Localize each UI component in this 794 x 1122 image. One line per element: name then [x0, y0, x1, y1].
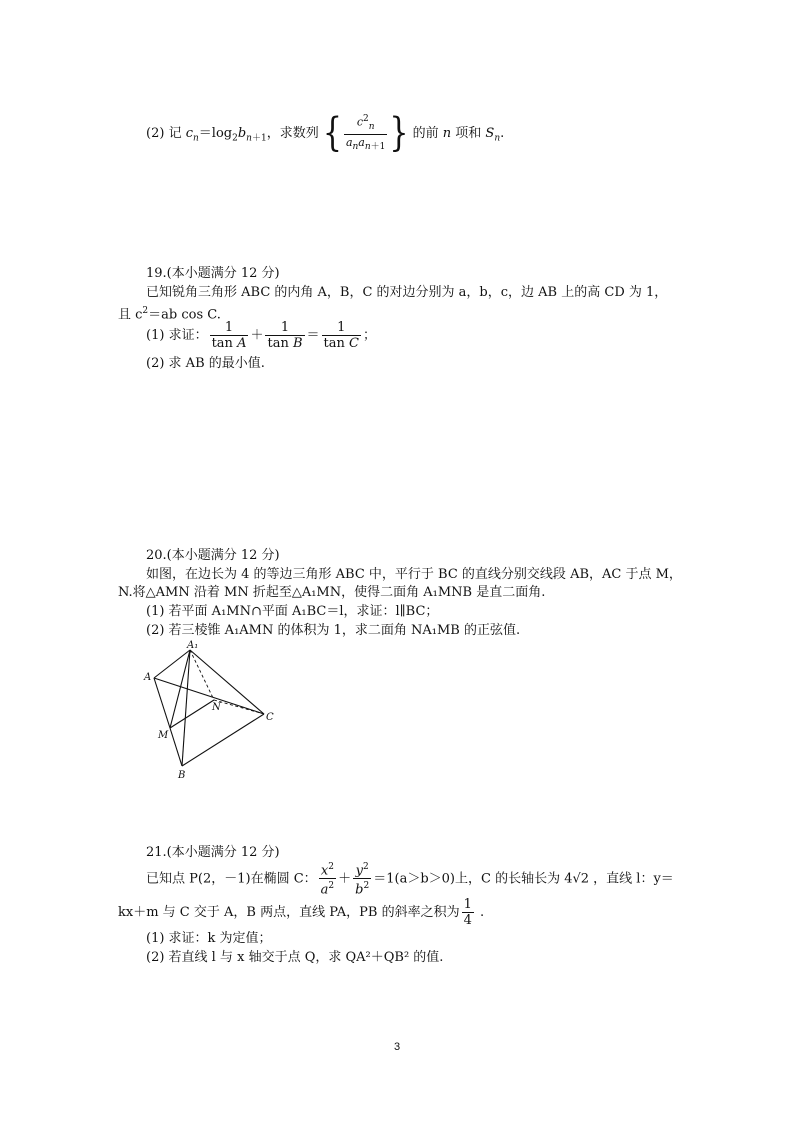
left-brace: {	[322, 110, 342, 156]
q18-part2-post2: 项和	[451, 126, 486, 142]
q21-line1-mid: ＝1(a＞b＞0)上，C 的长轴长为 4√2 ，直线 l：y＝	[373, 871, 674, 887]
frac-y2-b2: $\frac{y^2}{b^2}$	[355, 862, 370, 898]
q21-line2	[118, 896, 484, 930]
frac-x2-a2: $\frac{x^2}{a^2}$	[320, 862, 335, 898]
q20-pyramid-figure	[140, 640, 290, 785]
q19-header: 19.(本小题满分 12 分)	[146, 266, 280, 281]
q21-part1: (1) 求证：k 为定值；	[146, 931, 272, 946]
label-b: B	[178, 770, 186, 781]
q19-part1-label: (1)	[146, 328, 165, 343]
label-n: N	[212, 702, 221, 713]
q19-part2: (2) 求 AB 的最小值.	[146, 356, 265, 371]
q19-line2-post: ＝ab cos C.	[148, 307, 221, 323]
q21-line2-pre: kx＋m 与 C 交于 A，B 两点，直线 PA，PB 的斜率之积为	[118, 905, 460, 920]
right-brace: }	[389, 110, 409, 156]
frac-1-tanB: $\frac{1}{\text{tan B}}$	[267, 319, 303, 351]
q20-part2: (2) 若三棱锥 A₁AMN 的体积为 1，求二面角 NA₁MB 的正弦值.	[146, 623, 521, 638]
frac-1-4: $\frac{1}{4}$	[463, 896, 472, 928]
q19-part1-pre: 求证：	[168, 328, 208, 343]
frac-1-tanA: $\frac{1}{\text{tan A}}$	[211, 319, 247, 351]
q18-sequence-fraction: $\frac{c^2_n}{a_na_{n+1}}$	[344, 112, 387, 155]
label-a: A	[144, 672, 152, 683]
q18-part2-mid: ，求数列	[266, 126, 319, 142]
q19-line2: 且 $c^2=ab$ cos C.	[118, 306, 221, 323]
q18-part2-post: 的前	[412, 126, 443, 142]
q19-part1-end: ；	[362, 328, 376, 343]
q20-header: 20.(本小题满分 12 分)	[146, 548, 280, 563]
q21-line1: 已知点 P(2，－1)在椭圆 C： $\frac{x^2}{a^2}$ ＋ $\frac{y^2}{b^2}$ ＝1(a＞b＞0)上，C 的长轴长为 4√2 ，直线 l：y＝	[146, 862, 674, 898]
q19-line1: 已知锐角三角形 ABC 的内角 A，B，C 的对边分别为 a，b，c，边 AB 上的高 CD 为 1，	[146, 285, 668, 300]
q18-part2: (2) 记 $c_n=\log_2b_{n+1}$，求数列 { $\frac{c^2_n}{a_na_{n+1}}$ } 的前 n 项和 $S_n$.	[146, 110, 505, 156]
q20-line2: N.将△AMN 沿着 MN 折起至△A₁MN，使得二面角 A₁MNB 是直二面角.	[118, 585, 546, 600]
q21-line1-pre: 已知点 P(2，－1)在椭圆 C：	[146, 871, 317, 887]
q19-line2-pre: 且 c	[118, 307, 143, 323]
label-m: M	[158, 730, 169, 741]
q19-part1: (1) 求证： $\frac{1}{\text{tan A}}$ ＋ $\frac{1}{\text{tan B}}$ ＝ $\frac{1}{\text{tan C}}$ ；	[146, 319, 376, 351]
q21-part2: (2) 若直线 l 与 x 轴交于点 Q，求 QA²＋QB² 的值.	[146, 950, 444, 965]
frac-1-tanC: $\frac{1}{\text{tan C}}$	[323, 319, 359, 351]
page-number: 3	[394, 1041, 401, 1053]
q20-part1: (1) 若平面 A₁MN∩平面 A₁BC＝l，求证：l∥BC；	[146, 604, 439, 619]
q18-part2-end: .	[500, 126, 505, 142]
q20-line1: 如图，在边长为 4 的等边三角形 ABC 中，平行于 BC 的直线分别交线段 AB，AC 于点 M，	[146, 567, 682, 582]
q21-line2-end: .	[475, 905, 485, 920]
label-c: C	[266, 712, 274, 723]
q18-part2-pre: 记	[168, 126, 186, 142]
label-a1: A₁	[187, 640, 199, 651]
q21-header: 21.(本小题满分 12 分)	[146, 845, 280, 860]
q18-part2-label: (2)	[146, 126, 165, 142]
